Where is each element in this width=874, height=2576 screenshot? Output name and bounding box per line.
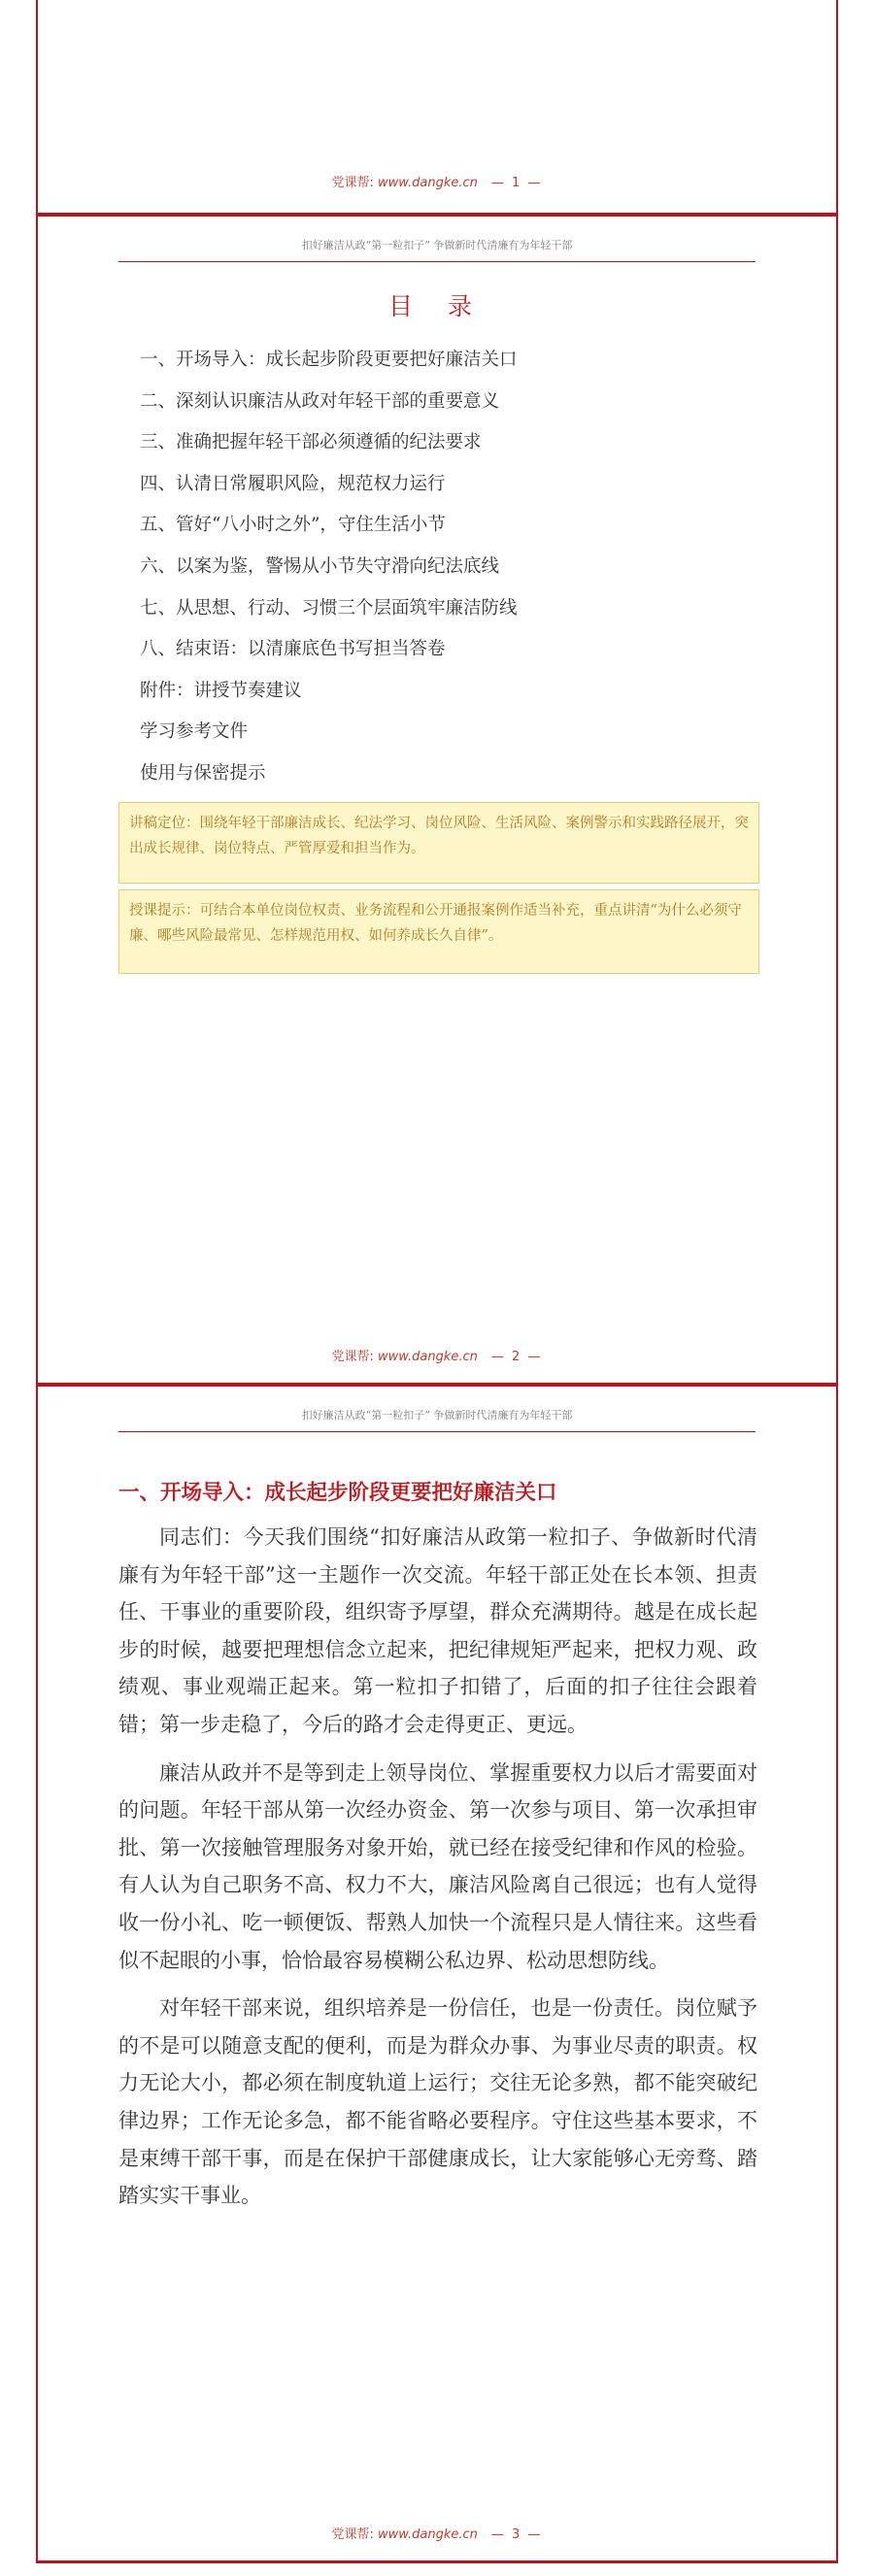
note-box-positioning: 讲稿定位：围绕年轻干部廉洁成长、纪法学习、岗位风险、生活风险、案例警示和实践路径展开，突出成长规律、岗位特点、严管厚爱和担当作为。 [118,802,759,884]
page-footer [38,2524,836,2542]
running-header: 扣好廉洁从政“第一粒扣子” 争做新时代清廉有为年轻干部 [118,1407,756,1432]
page-footer [38,172,836,190]
section-heading: 一、开场导入：成长起步阶段更要把好廉洁关口 [118,1481,557,1505]
footer-label: 党课帮: [331,176,374,190]
footer-label: 党课帮: [331,1350,374,1364]
toc-item[interactable]: 二、深刻认识廉洁从政对年轻干部的重要意义 [140,390,500,412]
toc-item[interactable]: 六、以案为鉴，警惕从小节失守滑向纪法底线 [140,555,500,577]
body-paragraph: 对年轻干部来说，组织培养是一份信任，也是一份责任。岗位赋予的不是可以随意支配的便利，而是为群众办事、为事业尽责的职责。权力无论大小，都必须在制度轨道上运行；交往无论多熟，都不能突破纪律边界；工作无论多急，都不能省略必要程序。守住这些基本要求，不是束缚干部干事，而是在保护干部健康成长，让大家能够心无旁骛、踏踏实实干事业。 [118,1996,757,2208]
footer-url[interactable]: www.dangke.cn [377,2527,478,2542]
toc-item[interactable]: 四、认清日常履职风险，规范权力运行 [140,473,446,494]
toc-item[interactable]: 三、准确把握年轻干部必须遵循的纪法要求 [140,432,482,453]
page-2 [36,217,838,1383]
page-separator [36,2560,838,2563]
page-footer [38,1346,836,1364]
toc-item[interactable]: 五、管好“八小时之外”，守住生活小节 [140,515,446,536]
footer-url[interactable]: www.dangke.cn [377,176,478,190]
toc-item[interactable]: 使用与保密提示 [140,762,266,784]
page-number: — 3 — [490,2527,543,2542]
toc-item[interactable]: 附件：讲授节奏建议 [140,680,302,701]
page-3 [36,1387,838,2560]
page-1 [36,0,838,213]
toc-title: 目 录 [388,292,486,320]
toc-item[interactable]: 学习参考文件 [140,721,249,743]
toc-item[interactable]: 一、开场导入：成长起步阶段更要把好廉洁关口 [140,350,518,370]
section-body [118,1519,757,2225]
body-paragraph: 廉洁从政并不是等到走上领导岗位、掌握重要权力以后才需要面对的问题。年轻干部从第一次经办资金、第一次参与项目、第一次承担审批、第一次接触管理服务对象开始，就已经在接受纪律和作风的检验。有人认为自己职务不高、权力不大，廉洁风险离自己很远；也有人觉得收一份小礼、吃一顿便饭、帮熟人加快一个流程只是人情往来。这些看似不起眼的小事，恰恰最容易模糊公私边界、松动思想防线。 [118,1760,757,1972]
toc-item[interactable]: 七、从思想、行动、习惯三个层面筑牢廉洁防线 [140,597,518,619]
footer-label: 党课帮: [331,2527,374,2542]
toc-item[interactable]: 八、结束语：以清廉底色书写担当答卷 [140,639,446,660]
footer-url[interactable]: www.dangke.cn [377,1350,478,1364]
page-number: — 1 — [490,176,543,190]
note-box-teaching-tips: 授课提示：可结合本单位岗位权责、业务流程和公开通报案例作适当补充，重点讲清“为什么必须守廉、哪些风险最常见、怎样规范用权、如何养成长久自律”。 [118,889,759,974]
body-paragraph: 同志们：今天我们围绕“扣好廉洁从政第一粒扣子、争做新时代清廉有为年轻干部”这一主题作一次交流。年轻干部正处在长本领、担责任、干事业的重要阶段，组织寄予厚望，群众充满期待。越是在成长起步的时候，越要把理想信念立起来，把纪律规矩严起来，把权力观、政绩观、事业观端正起来。第一粒扣子扣错了，后面的扣子往往会跟着错；第一步走稳了，今后的路才会走得更正、更远。 [118,1525,757,1736]
page-number: — 2 — [490,1350,543,1364]
toc-list [140,340,518,795]
running-header: 扣好廉洁从政“第一粒扣子” 争做新时代清廉有为年轻干部 [118,237,756,262]
